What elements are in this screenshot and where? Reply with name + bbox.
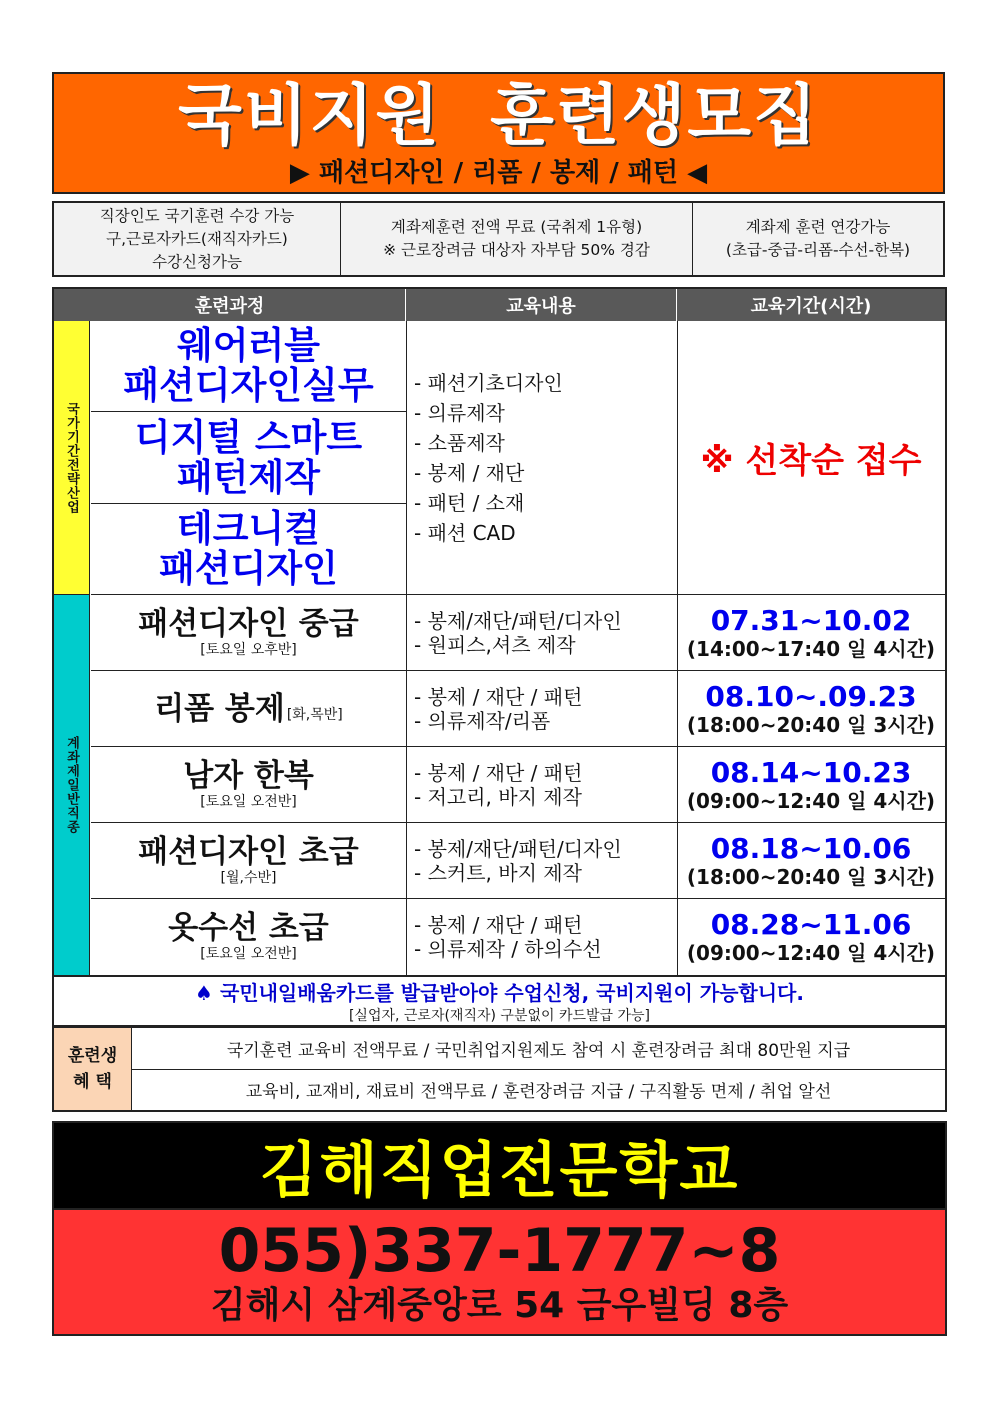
- header-period: 교육기간(시간): [750, 296, 872, 317]
- course-cell: [91, 671, 406, 746]
- course-table: [52, 287, 947, 977]
- content-item: - 패션기초디자인: [414, 370, 563, 395]
- course-cell: [91, 747, 406, 822]
- header-banner: [52, 72, 945, 194]
- info-cell-3: [693, 203, 943, 275]
- course-cell: [91, 899, 406, 975]
- period-time: (09:00~12:40 일 4시간): [686, 941, 936, 965]
- info-text: 직장인도 국기훈련 수강 가능: [99, 206, 295, 225]
- period-date: 08.18~10.06: [710, 831, 912, 865]
- content-cell: [406, 595, 677, 670]
- page-title: 국비지원 훈련생모집: [178, 77, 819, 154]
- card-notice: [52, 977, 947, 1027]
- period-cell: [677, 671, 945, 746]
- category-national: [54, 321, 90, 595]
- course-name: 패션디자인 중급: [138, 605, 359, 642]
- school-name: 김해직업전문학교: [52, 1121, 947, 1210]
- course-name-line: 웨어러블: [177, 324, 320, 367]
- info-text: ※ 근로장려금 대상자 자부담 50% 경감: [383, 241, 650, 259]
- course-cell: [91, 823, 406, 898]
- category-account: [54, 595, 90, 975]
- header-content: 교육내용: [406, 289, 677, 321]
- benefit-label: [54, 1028, 132, 1110]
- content-item: - 의류제작: [414, 400, 505, 425]
- course-name-line: 패션디자인실무: [123, 364, 374, 407]
- content-cell: [406, 899, 677, 975]
- content-item: - 패턴 / 소재: [414, 490, 525, 515]
- content-item: - 봉제 / 재단 / 패턴: [414, 760, 583, 785]
- content-item: - 봉제/재단/패턴/디자인: [414, 608, 622, 633]
- content-item: - 봉제/재단/패턴/디자인: [414, 836, 622, 861]
- course-schedule: [토요일 오전반]: [200, 793, 297, 810]
- content-cell: [406, 747, 677, 822]
- period-time: (09:00~12:40 일 4시간): [686, 788, 936, 813]
- content-item: - 원피스,셔츠 제작: [414, 632, 576, 657]
- period-date: 07.31~10.02: [710, 603, 912, 637]
- content-item: - 의류제작/리폼: [414, 708, 551, 733]
- course-name: 패션디자인 초급: [138, 833, 359, 870]
- course-name: 옷수선 초급: [168, 910, 329, 946]
- address: 김해시 삼계중앙로 54 금우빌딩 8층: [210, 1285, 789, 1326]
- benefit-label-line: 훈련생: [67, 1046, 118, 1066]
- header-course: 훈련과정: [54, 289, 406, 321]
- contact-box: [52, 1210, 947, 1336]
- category-label: 계좌제일반직종: [64, 736, 79, 834]
- period-cell: [677, 595, 945, 670]
- course-name-line: 테크니컬: [177, 507, 320, 550]
- period-cell: [677, 823, 945, 898]
- info-bar: [52, 201, 945, 277]
- period-cell: [677, 899, 945, 975]
- content-item: - 패션 CAD: [414, 520, 516, 545]
- content-item: - 스커트, 바지 제작: [414, 860, 582, 885]
- content-item: - 의류제작 / 하의수선: [414, 937, 602, 961]
- table-row: [91, 899, 945, 975]
- course-name-line: 디지털 스마트: [134, 415, 363, 459]
- info-text: 계좌제훈련 전액 무료 (국취제 1유형): [390, 218, 643, 236]
- info-cell-2: [341, 203, 693, 275]
- content-item: - 소품제작: [414, 430, 505, 455]
- table-header: [54, 289, 945, 321]
- category-label: 국가기간전략산업: [64, 401, 79, 514]
- course-technical: [91, 504, 406, 595]
- info-cell-1: [54, 203, 341, 275]
- course-name: 남자 한복: [183, 757, 314, 794]
- course-name-line: 패션디자인: [159, 547, 338, 590]
- content-item: - 봉제 / 재단: [414, 460, 525, 485]
- period-first-come: ※ 선착순 접수: [677, 321, 945, 595]
- page-subtitle: ▶ 패션디자인 / 리폼 / 봉제 / 패턴 ◀: [289, 158, 708, 188]
- benefit-box: [52, 1027, 947, 1112]
- table-row: [91, 823, 945, 899]
- course-name: 리폼 봉제: [154, 690, 285, 727]
- period-date: 08.10~.09.23: [705, 679, 917, 713]
- table-row: [91, 595, 945, 671]
- content-cell: [406, 671, 677, 746]
- course-schedule: [토요일 오후반]: [200, 641, 297, 658]
- course-digital-pattern: [91, 412, 406, 504]
- period-date: 08.14~10.23: [710, 755, 912, 789]
- content-item: - 저고리, 바지 제작: [414, 784, 582, 809]
- period-time: (18:00~20:40 일 3시간): [686, 712, 936, 737]
- content-item: - 봉제 / 재단 / 패턴: [414, 913, 583, 937]
- course-cell: [91, 595, 406, 670]
- phone-number[interactable]: 055)337-1777~8: [218, 1216, 781, 1286]
- benefit-lines: [132, 1028, 945, 1110]
- notice-sub: [실업자, 근로자(재직자) 구분없이 카드발급 가능]: [348, 1008, 651, 1024]
- benefit-line: 국기훈련 교육비 전액무료 / 국민취업지원제도 참여 시 훈련장려금 최대 80만원 지급: [132, 1028, 945, 1070]
- notice-main: ♠ 국민내일배움카드를 발급받아야 수업신청, 국비지원이 가능합니다.: [195, 981, 804, 1005]
- info-text: 계좌제 훈련 연강가능: [745, 218, 891, 236]
- period-time: (14:00~17:40 일 4시간): [686, 636, 936, 661]
- period-time: (18:00~20:40 일 3시간): [686, 864, 936, 889]
- period-cell: [677, 747, 945, 822]
- table-row: [91, 671, 945, 747]
- course-name-line: 패턴제작: [177, 455, 320, 499]
- benefit-label-line: 혜 택: [73, 1072, 112, 1092]
- course-schedule: [토요일 오전반]: [200, 946, 297, 962]
- content-item: - 봉제 / 재단 / 패턴: [414, 684, 583, 709]
- table-row: [91, 747, 945, 823]
- course-schedule: [화,목반]: [286, 706, 343, 723]
- info-text: 구,근로자카드(재직자카드): [106, 229, 288, 248]
- content-national: [406, 321, 677, 595]
- info-text: (초급-중급-리폼-수선-한복): [725, 241, 911, 259]
- course-wearable: [91, 321, 406, 412]
- period-date: 08.28~11.06: [710, 908, 912, 941]
- benefit-line: 교육비, 교재비, 재료비 전액무료 / 훈련장려금 지급 / 구직활동 면제 / 취업 알선: [245, 1082, 832, 1103]
- content-cell: [406, 823, 677, 898]
- info-text: 수강신청가능: [152, 252, 242, 271]
- course-schedule: [월,수반]: [220, 869, 277, 886]
